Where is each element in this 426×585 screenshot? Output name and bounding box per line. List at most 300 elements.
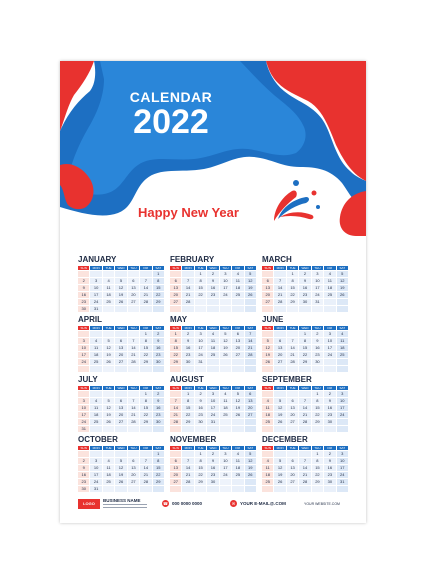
day-cell: [262, 451, 273, 457]
day-cell: 19: [262, 352, 273, 358]
day-cell: [207, 426, 218, 432]
day-cell: 7: [287, 338, 298, 344]
day-cell: 4: [262, 398, 273, 404]
day-cell: [274, 331, 285, 337]
day-cell: 26: [232, 412, 243, 418]
day-cell: 4: [90, 338, 101, 344]
weekday-cell: SAT: [245, 386, 256, 390]
day-cell: [195, 486, 206, 492]
day-cell: [220, 419, 231, 425]
day-cell: 19: [274, 412, 285, 418]
day-cell: [245, 306, 256, 312]
day-cell: 14: [140, 285, 151, 291]
day-cell: 25: [220, 412, 231, 418]
day-cell: [140, 306, 151, 312]
day-cell: 11: [103, 465, 114, 471]
day-cell: 23: [195, 412, 206, 418]
day-cell: 20: [245, 405, 256, 411]
weekday-cell: SUN: [262, 326, 273, 330]
day-cell: 20: [262, 292, 273, 298]
day-cell: 6: [115, 398, 126, 404]
weekday-cell: THU: [312, 326, 323, 330]
day-cell: 19: [274, 472, 285, 478]
day-cell: 9: [312, 338, 323, 344]
weekday-cell: THU: [312, 446, 323, 450]
day-cell: [245, 366, 256, 372]
day-cell: 8: [182, 398, 193, 404]
day-cell: 25: [337, 352, 348, 358]
day-cell: 14: [128, 405, 139, 411]
day-cell: 9: [324, 398, 335, 404]
day-cell: [115, 426, 126, 432]
day-cell: 15: [195, 465, 206, 471]
day-cell: 22: [312, 412, 323, 418]
day-cell: 2: [182, 331, 193, 337]
day-cell: [245, 299, 256, 305]
day-cell: 6: [128, 458, 139, 464]
day-cell: 7: [182, 278, 193, 284]
day-cell: 22: [140, 352, 151, 358]
day-cell: 1: [153, 271, 164, 277]
weekday-cell: SAT: [337, 326, 348, 330]
day-cell: 31: [312, 299, 323, 305]
day-cell: 25: [90, 419, 101, 425]
weekday-cell: FRI: [324, 326, 335, 330]
day-cell: 6: [128, 278, 139, 284]
day-cell: 3: [312, 271, 323, 277]
greeting-text: Happy New Year: [138, 205, 239, 220]
day-cell: 27: [274, 359, 285, 365]
day-cell: 30: [182, 359, 193, 365]
weekday-cell: SUN: [170, 326, 181, 330]
days-grid: [262, 451, 348, 492]
day-cell: 7: [274, 278, 285, 284]
day-cell: 26: [274, 419, 285, 425]
day-cell: 24: [337, 412, 348, 418]
day-cell: [182, 426, 193, 432]
weekday-cell: SUN: [262, 446, 273, 450]
calendar-poster: [60, 61, 366, 523]
day-cell: 8: [170, 338, 181, 344]
day-cell: [195, 426, 206, 432]
day-cell: 21: [128, 412, 139, 418]
day-cell: [90, 451, 101, 457]
day-cell: [182, 271, 193, 277]
day-cell: 22: [287, 292, 298, 298]
day-cell: 13: [262, 285, 273, 291]
weekday-cell: SAT: [245, 266, 256, 270]
weekday-cell: SUN: [170, 446, 181, 450]
day-cell: 26: [262, 359, 273, 365]
weekday-cell: WED: [299, 446, 310, 450]
day-cell: 18: [232, 285, 243, 291]
day-cell: 11: [337, 338, 348, 344]
day-cell: 7: [299, 458, 310, 464]
day-cell: [103, 451, 114, 457]
day-cell: 26: [115, 479, 126, 485]
day-cell: [262, 271, 273, 277]
day-cell: [337, 486, 348, 492]
day-cell: 2: [324, 451, 335, 457]
day-cell: 10: [195, 338, 206, 344]
day-cell: 29: [195, 479, 206, 485]
weekday-header: [262, 326, 348, 330]
day-cell: [170, 486, 181, 492]
day-cell: 30: [324, 479, 335, 485]
day-cell: [262, 486, 273, 492]
day-cell: 18: [90, 352, 101, 358]
day-cell: 22: [153, 472, 164, 478]
day-cell: 21: [128, 352, 139, 358]
day-cell: [153, 306, 164, 312]
day-cell: 17: [220, 465, 231, 471]
day-cell: [140, 451, 151, 457]
day-cell: 9: [182, 338, 193, 344]
day-cell: [115, 366, 126, 372]
day-cell: 12: [245, 458, 256, 464]
day-cell: [337, 359, 348, 365]
day-cell: [324, 306, 335, 312]
day-cell: [232, 299, 243, 305]
day-cell: 3: [324, 331, 335, 337]
day-cell: 28: [128, 419, 139, 425]
day-cell: 19: [103, 412, 114, 418]
day-cell: [182, 486, 193, 492]
day-cell: 6: [287, 398, 298, 404]
month-name: DECEMBER: [262, 435, 308, 444]
day-cell: 1: [195, 271, 206, 277]
day-cell: 28: [182, 479, 193, 485]
day-cell: 22: [153, 292, 164, 298]
weekday-cell: MON: [182, 266, 193, 270]
day-cell: [245, 479, 256, 485]
day-cell: 25: [207, 352, 218, 358]
day-cell: 22: [140, 412, 151, 418]
day-cell: 30: [312, 359, 323, 365]
weekday-header: [170, 386, 256, 390]
day-cell: [337, 426, 348, 432]
weekday-cell: TUE: [195, 446, 206, 450]
day-cell: 1: [299, 331, 310, 337]
day-cell: 12: [115, 285, 126, 291]
day-cell: 12: [103, 405, 114, 411]
weekday-cell: SAT: [153, 326, 164, 330]
day-cell: 15: [287, 285, 298, 291]
day-cell: 25: [232, 292, 243, 298]
day-cell: 8: [312, 458, 323, 464]
day-cell: 15: [140, 345, 151, 351]
day-cell: 13: [245, 398, 256, 404]
day-cell: 16: [324, 465, 335, 471]
day-cell: 19: [103, 352, 114, 358]
day-cell: 4: [220, 391, 231, 397]
day-cell: 22: [299, 352, 310, 358]
month-february: [170, 255, 256, 309]
day-cell: 24: [324, 352, 335, 358]
day-cell: [324, 299, 335, 305]
month-name: JANUARY: [78, 255, 117, 264]
weekday-cell: THU: [128, 326, 139, 330]
day-cell: 3: [207, 391, 218, 397]
weekday-cell: SUN: [78, 446, 89, 450]
day-cell: 4: [103, 278, 114, 284]
days-grid: [170, 451, 256, 492]
day-cell: [128, 391, 139, 397]
day-cell: 29: [170, 359, 181, 365]
day-cell: [103, 366, 114, 372]
weekday-cell: THU: [220, 446, 231, 450]
day-cell: 20: [232, 345, 243, 351]
day-cell: 10: [78, 345, 89, 351]
day-cell: 19: [337, 285, 348, 291]
day-cell: 11: [232, 458, 243, 464]
day-cell: 21: [245, 345, 256, 351]
day-cell: 13: [115, 345, 126, 351]
day-cell: [232, 359, 243, 365]
weekday-cell: SUN: [78, 266, 89, 270]
day-cell: 14: [182, 285, 193, 291]
day-cell: 1: [140, 331, 151, 337]
logo: LOGO: [78, 499, 100, 509]
day-cell: [312, 426, 323, 432]
day-cell: [245, 359, 256, 365]
day-cell: 18: [103, 472, 114, 478]
day-cell: 11: [103, 285, 114, 291]
day-cell: 3: [78, 398, 89, 404]
day-cell: [274, 426, 285, 432]
day-cell: 10: [90, 285, 101, 291]
weekday-header: [170, 326, 256, 330]
day-cell: [103, 426, 114, 432]
weekday-cell: SUN: [78, 326, 89, 330]
day-cell: 8: [153, 458, 164, 464]
day-cell: [220, 359, 231, 365]
days-grid: [170, 331, 256, 372]
calendar-label: CALENDAR: [129, 89, 213, 105]
weekday-cell: FRI: [232, 326, 243, 330]
day-cell: [90, 391, 101, 397]
day-cell: [337, 419, 348, 425]
day-cell: 17: [312, 285, 323, 291]
weekday-cell: TUE: [287, 266, 298, 270]
day-cell: 4: [262, 458, 273, 464]
day-cell: 5: [245, 271, 256, 277]
day-cell: 18: [220, 405, 231, 411]
day-cell: 12: [115, 465, 126, 471]
day-cell: [274, 366, 285, 372]
day-cell: [207, 366, 218, 372]
day-cell: 14: [128, 345, 139, 351]
weekday-cell: WED: [299, 326, 310, 330]
day-cell: [153, 366, 164, 372]
day-cell: [195, 306, 206, 312]
day-cell: 19: [232, 405, 243, 411]
weekday-cell: WED: [207, 326, 218, 330]
day-cell: [287, 486, 298, 492]
day-cell: 23: [324, 412, 335, 418]
weekday-cell: SUN: [170, 266, 181, 270]
day-cell: 21: [287, 352, 298, 358]
month-name: JUNE: [262, 315, 284, 324]
day-cell: 4: [337, 331, 348, 337]
day-cell: 7: [170, 398, 181, 404]
day-cell: 31: [207, 419, 218, 425]
day-cell: 16: [324, 405, 335, 411]
day-cell: [312, 366, 323, 372]
day-cell: [324, 426, 335, 432]
day-cell: [78, 391, 89, 397]
weekday-cell: FRI: [232, 446, 243, 450]
day-cell: 13: [287, 405, 298, 411]
day-cell: [128, 366, 139, 372]
weekday-cell: THU: [128, 446, 139, 450]
day-cell: 5: [115, 458, 126, 464]
day-cell: [299, 451, 310, 457]
day-cell: [170, 391, 181, 397]
business-name: BUSINESS NAME: [103, 498, 141, 503]
day-cell: 18: [103, 292, 114, 298]
month-name: APRIL: [78, 315, 102, 324]
day-cell: [78, 451, 89, 457]
day-cell: 8: [287, 278, 298, 284]
day-cell: 7: [140, 458, 151, 464]
day-cell: 20: [115, 412, 126, 418]
day-cell: 19: [245, 285, 256, 291]
day-cell: 29: [182, 419, 193, 425]
weekday-cell: MON: [274, 386, 285, 390]
day-cell: [337, 366, 348, 372]
day-cell: 18: [262, 472, 273, 478]
day-cell: 3: [78, 338, 89, 344]
day-cell: [195, 299, 206, 305]
day-cell: 16: [153, 405, 164, 411]
day-cell: 1: [312, 391, 323, 397]
day-cell: 14: [287, 345, 298, 351]
day-cell: [115, 486, 126, 492]
weekday-cell: SAT: [245, 326, 256, 330]
day-cell: [140, 486, 151, 492]
day-cell: 6: [262, 278, 273, 284]
day-cell: 5: [337, 271, 348, 277]
weekday-cell: SAT: [337, 446, 348, 450]
weekday-cell: SUN: [170, 386, 181, 390]
days-grid: [262, 391, 348, 432]
weekday-cell: TUE: [195, 326, 206, 330]
day-cell: [140, 426, 151, 432]
weekday-cell: MON: [274, 266, 285, 270]
day-cell: 8: [312, 398, 323, 404]
day-cell: 8: [140, 398, 151, 404]
day-cell: 2: [207, 451, 218, 457]
day-cell: [262, 426, 273, 432]
weekday-cell: MON: [182, 326, 193, 330]
weekday-cell: FRI: [140, 386, 151, 390]
day-cell: 6: [232, 331, 243, 337]
day-cell: 12: [103, 345, 114, 351]
day-cell: 6: [115, 338, 126, 344]
day-cell: 15: [140, 405, 151, 411]
day-cell: 3: [220, 271, 231, 277]
day-cell: [287, 306, 298, 312]
day-cell: 9: [195, 398, 206, 404]
day-cell: [90, 366, 101, 372]
day-cell: [287, 391, 298, 397]
day-cell: 30: [299, 299, 310, 305]
day-cell: 7: [128, 398, 139, 404]
day-cell: 27: [287, 419, 298, 425]
day-cell: 12: [274, 465, 285, 471]
days-grid: [262, 271, 348, 312]
days-grid: [262, 331, 348, 372]
day-cell: 24: [312, 292, 323, 298]
day-cell: [207, 486, 218, 492]
day-cell: 25: [232, 472, 243, 478]
day-cell: 10: [324, 338, 335, 344]
day-cell: 20: [128, 292, 139, 298]
day-cell: 7: [140, 278, 151, 284]
day-cell: 15: [170, 345, 181, 351]
day-cell: 12: [337, 278, 348, 284]
day-cell: [287, 451, 298, 457]
day-cell: 26: [103, 419, 114, 425]
weekday-header: [78, 446, 164, 450]
weekday-cell: THU: [220, 266, 231, 270]
day-cell: 23: [312, 352, 323, 358]
weekday-cell: THU: [128, 266, 139, 270]
day-cell: 16: [195, 405, 206, 411]
day-cell: 23: [78, 299, 89, 305]
month-april: [78, 315, 164, 369]
day-cell: 17: [220, 285, 231, 291]
day-cell: [182, 366, 193, 372]
weekday-cell: MON: [182, 386, 193, 390]
month-name: AUGUST: [170, 375, 204, 384]
day-cell: [324, 366, 335, 372]
day-cell: 30: [195, 419, 206, 425]
day-cell: [274, 391, 285, 397]
weekday-cell: FRI: [232, 386, 243, 390]
day-cell: [337, 299, 348, 305]
day-cell: 20: [274, 352, 285, 358]
day-cell: 3: [195, 331, 206, 337]
day-cell: 20: [170, 292, 181, 298]
day-cell: [299, 426, 310, 432]
day-cell: 21: [182, 472, 193, 478]
day-cell: 23: [324, 472, 335, 478]
day-cell: 13: [287, 465, 298, 471]
month-october: [78, 435, 164, 489]
days-grid: [170, 391, 256, 432]
weekday-header: [262, 386, 348, 390]
day-cell: 30: [78, 306, 89, 312]
day-cell: [287, 331, 298, 337]
day-cell: [90, 331, 101, 337]
day-cell: 17: [337, 465, 348, 471]
day-cell: 9: [299, 278, 310, 284]
day-cell: 11: [207, 338, 218, 344]
day-cell: 20: [287, 412, 298, 418]
day-cell: 10: [337, 398, 348, 404]
days-grid: [78, 331, 164, 372]
weekday-cell: TUE: [287, 446, 298, 450]
day-cell: [78, 331, 89, 337]
day-cell: 16: [299, 285, 310, 291]
day-cell: 28: [128, 359, 139, 365]
website: YOUR WEBSITE.COM: [304, 502, 340, 506]
day-cell: 19: [220, 345, 231, 351]
day-cell: [170, 366, 181, 372]
day-cell: [245, 486, 256, 492]
